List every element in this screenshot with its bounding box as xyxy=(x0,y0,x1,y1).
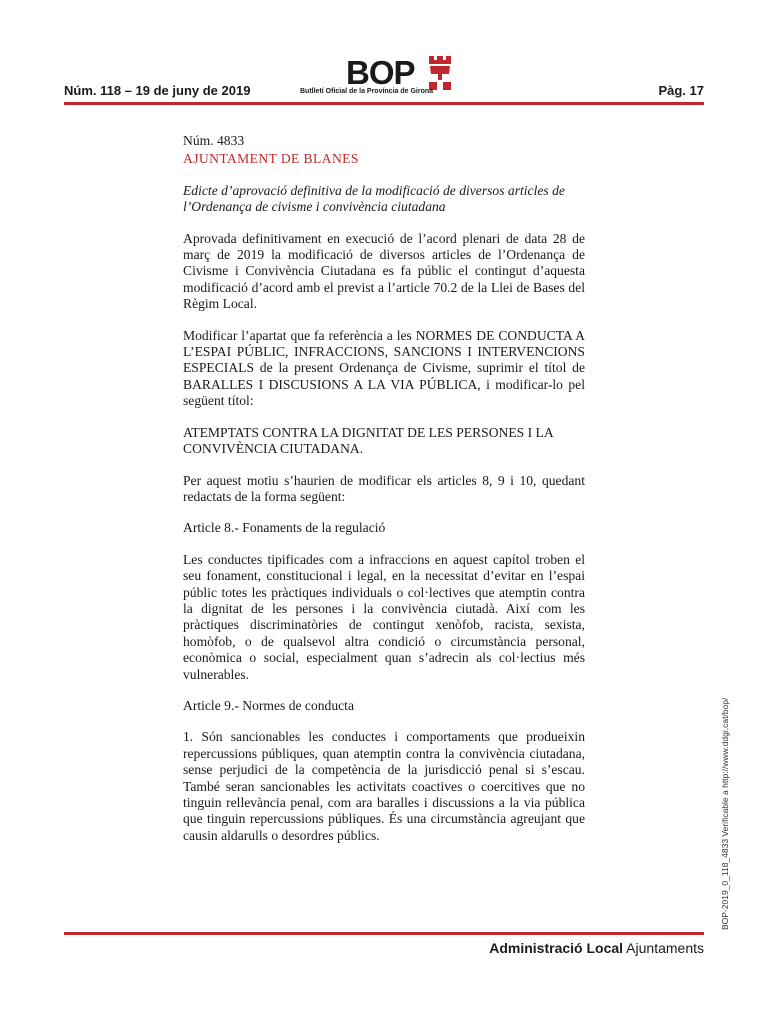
page-number: Pàg. 17 xyxy=(658,83,704,98)
paragraph-articles: Per aquest motiu s’haurien de modificar els articles 8, 9 i 10, quedant redactats de la forma següent: xyxy=(183,472,585,504)
header-divider xyxy=(64,102,704,105)
edict-title: Edicte d’aprovació definitiva de la modificació de diversos articles de l’Ordenança de civisme i convivència ciutadana xyxy=(183,182,565,215)
paragraph-modification: Modificar l’apartat que fa referència a les NORMES DE CONDUCTA A L’ESPAI PÚBLIC, INFRACCIONS, SANCIONS I INTERVENCIONS ESPECIALS de la present Ordenança de Civisme, suprimir el títol de BARALLES I DISCUSIONS A LA VIA PÚBLICA, i modificar-lo pel següent títol: xyxy=(183,327,585,409)
article-8-body: Les conductes tipificades com a infraccions en aquest capítol troben el seu fonament, constitucional i legal, en la necessitat d’evitar en l’espai públic totes les pràctiques individuals o col·lectives que atemptin contra la dignitat de les persones i la convivència ciutadà. Així com les pràctiques discriminatòries de contingut xenòfob, racista, sexista, homòfob, o de qualsevol altra condició o circumstància personal, econòmica o social, especialment quan s’adrecin als col·lectius més vulnerables. xyxy=(183,551,585,682)
logo-text: BOP xyxy=(346,54,415,91)
document-body xyxy=(183,133,585,844)
footer-divider xyxy=(64,932,704,935)
new-title: ATEMPTATS CONTRA LA DIGNITAT DE LES PERSONES I LA CONVIVÈNCIA CIUTADANA. xyxy=(183,424,553,457)
organization-name: AJUNTAMENT DE BLANES xyxy=(183,151,359,167)
logo-subtitle: Butlletí Oficial de la Província de Girona xyxy=(300,88,434,95)
issue-date: Núm. 118 – 19 de juny de 2019 xyxy=(64,83,251,98)
paragraph-approval: Aprovada definitivament en execució de l’acord plenari de data 28 de març de 2019 la modificació de diversos articles de l’Ordenança de Civisme i Convivència Ciutadana es fa públic el contingut d’aquesta modificació d’acord amb el previst a l’article 70.2 de la Llei de Bases del Règim Local. xyxy=(183,230,585,312)
footer-subsection-label: Ajuntaments xyxy=(626,940,704,956)
article-9-heading: Article 9.- Normes de conducta xyxy=(183,697,354,713)
verification-note: BOP-2019_0_118_4833 Verificable a http://www.ddgi.cat/bop/ xyxy=(720,697,730,930)
footer-section-label: Administració Local xyxy=(489,940,624,956)
castle-tower-icon xyxy=(427,56,453,90)
article-8-heading: Article 8.- Fonaments de la regulació xyxy=(183,520,386,536)
footer-section xyxy=(489,940,704,956)
bop-logo xyxy=(300,54,460,100)
announcement-number: Núm. 4833 xyxy=(183,133,245,148)
article-9-body: 1. Són sancionables les conductes i comportaments que produeixin repercussions públiques, quan atemptin contra la convivència ciutadana, sense perjudici de la competència de la jurisdicció penal si s’escau. També seran sancionables les activitats coactives o coercitives que no tinguin rellevància penal, com ara baralles i discussions a la via pública que tinguin repercussions públiques. És una circumstància agreujant que causin aldarulls o desordres públics. xyxy=(183,729,585,843)
